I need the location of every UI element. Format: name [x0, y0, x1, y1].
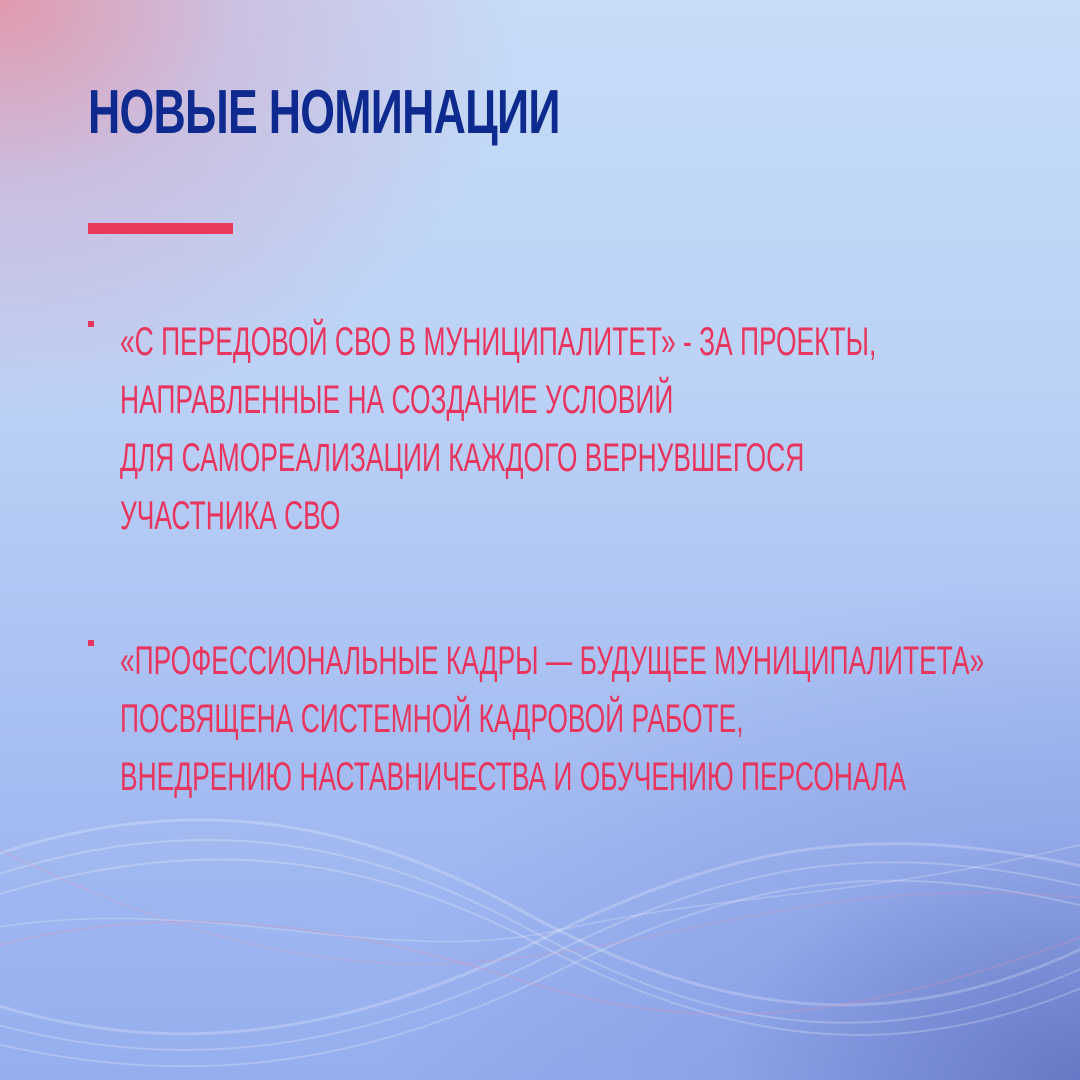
nomination-line: «ПРОФЕССИОНАЛЬНЫЕ КАДРЫ — БУДУЩЕЕ МУНИЦИПАЛИТЕТА»: [120, 639, 985, 683]
nomination-text: [120, 632, 984, 806]
decorative-waves: [0, 780, 1080, 1080]
title-underline-accent: [88, 223, 233, 234]
nomination-line: НАПРАВЛЕННЫЕ НА СОЗДАНИЕ УСЛОВИЙ: [120, 378, 674, 422]
nomination-text: [120, 313, 876, 545]
bullet-icon: [88, 321, 94, 327]
nomination-line: ДЛЯ САМОРЕАЛИЗАЦИИ КАЖДОГО ВЕРНУВШЕГОСЯ: [120, 436, 805, 480]
bullet-icon: [88, 640, 94, 646]
nomination-line: ПОСВЯЩЕНА СИСТЕМНОЙ КАДРОВОЙ РАБОТЕ,: [120, 697, 744, 741]
page-title: НОВЫЕ НОМИНАЦИИ: [88, 78, 560, 147]
nomination-line: «С ПЕРЕДОВОЙ СВО В МУНИЦИПАЛИТЕТ» - ЗА ПРОЕКТЫ,: [120, 320, 877, 364]
nomination-line: ВНЕДРЕНИЮ НАСТАВНИЧЕСТВА И ОБУЧЕНИЮ ПЕРСОНАЛА: [120, 755, 907, 799]
nomination-line: УЧАСТНИКА СВО: [120, 494, 341, 538]
